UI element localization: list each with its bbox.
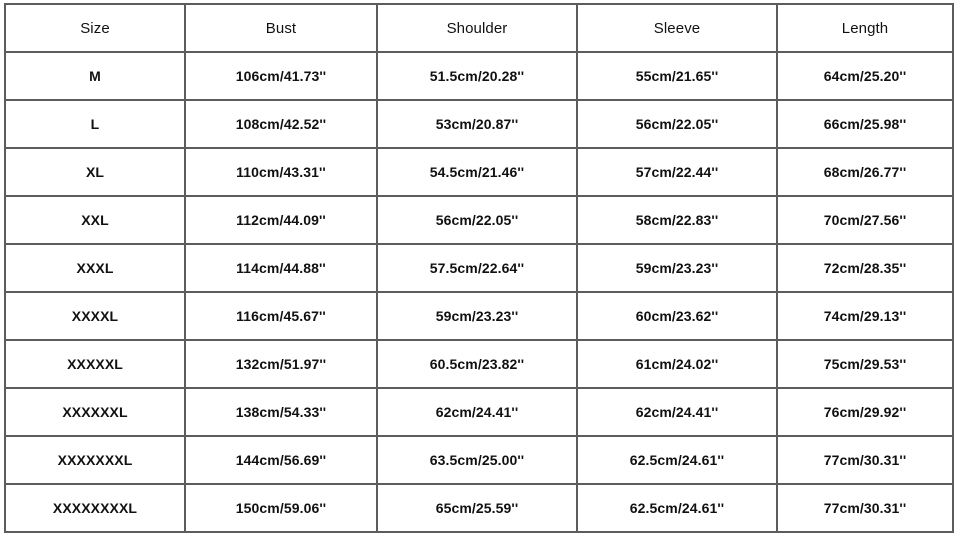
bust-cell: 138cm/54.33''	[185, 388, 377, 436]
size-cell: L	[5, 100, 185, 148]
shoulder-cell: 53cm/20.87''	[377, 100, 577, 148]
size-cell: XXXXXXXL	[5, 436, 185, 484]
size-cell: XXXL	[5, 244, 185, 292]
bust-cell: 112cm/44.09''	[185, 196, 377, 244]
shoulder-cell: 62cm/24.41''	[377, 388, 577, 436]
length-cell: 68cm/26.77''	[777, 148, 953, 196]
sleeve-cell: 61cm/24.02''	[577, 340, 777, 388]
sleeve-cell: 57cm/22.44''	[577, 148, 777, 196]
bust-cell: 114cm/44.88''	[185, 244, 377, 292]
shoulder-cell: 65cm/25.59''	[377, 484, 577, 532]
size-cell: XXL	[5, 196, 185, 244]
header-size: Size	[5, 4, 185, 52]
shoulder-cell: 51.5cm/20.28''	[377, 52, 577, 100]
bust-cell: 132cm/51.97''	[185, 340, 377, 388]
shoulder-cell: 60.5cm/23.82''	[377, 340, 577, 388]
bust-cell: 108cm/42.52''	[185, 100, 377, 148]
size-cell: XXXXXL	[5, 340, 185, 388]
size-cell: XL	[5, 148, 185, 196]
size-cell: M	[5, 52, 185, 100]
header-shoulder: Shoulder	[377, 4, 577, 52]
table-row	[5, 340, 953, 388]
length-cell: 76cm/29.92''	[777, 388, 953, 436]
length-cell: 70cm/27.56''	[777, 196, 953, 244]
shoulder-cell: 63.5cm/25.00''	[377, 436, 577, 484]
length-cell: 72cm/28.35''	[777, 244, 953, 292]
sleeve-cell: 55cm/21.65''	[577, 52, 777, 100]
shoulder-cell: 59cm/23.23''	[377, 292, 577, 340]
size-chart-table	[4, 3, 954, 533]
sleeve-cell: 62.5cm/24.61''	[577, 484, 777, 532]
table-row	[5, 388, 953, 436]
shoulder-cell: 56cm/22.05''	[377, 196, 577, 244]
sleeve-cell: 59cm/23.23''	[577, 244, 777, 292]
shoulder-cell: 57.5cm/22.64''	[377, 244, 577, 292]
header-length: Length	[777, 4, 953, 52]
table-row	[5, 244, 953, 292]
bust-cell: 116cm/45.67''	[185, 292, 377, 340]
bust-cell: 150cm/59.06''	[185, 484, 377, 532]
length-cell: 74cm/29.13''	[777, 292, 953, 340]
sleeve-cell: 58cm/22.83''	[577, 196, 777, 244]
bust-cell: 106cm/41.73''	[185, 52, 377, 100]
sleeve-cell: 56cm/22.05''	[577, 100, 777, 148]
length-cell: 66cm/25.98''	[777, 100, 953, 148]
sleeve-cell: 62.5cm/24.61''	[577, 436, 777, 484]
header-row	[5, 4, 953, 52]
table-row	[5, 148, 953, 196]
length-cell: 77cm/30.31''	[777, 436, 953, 484]
table-row	[5, 100, 953, 148]
sleeve-cell: 60cm/23.62''	[577, 292, 777, 340]
table-row	[5, 292, 953, 340]
table-row	[5, 484, 953, 532]
shoulder-cell: 54.5cm/21.46''	[377, 148, 577, 196]
size-cell: XXXXL	[5, 292, 185, 340]
sleeve-cell: 62cm/24.41''	[577, 388, 777, 436]
header-bust: Bust	[185, 4, 377, 52]
bust-cell: 110cm/43.31''	[185, 148, 377, 196]
length-cell: 64cm/25.20''	[777, 52, 953, 100]
table-row	[5, 52, 953, 100]
size-cell: XXXXXXXXL	[5, 484, 185, 532]
bust-cell: 144cm/56.69''	[185, 436, 377, 484]
length-cell: 77cm/30.31''	[777, 484, 953, 532]
length-cell: 75cm/29.53''	[777, 340, 953, 388]
header-sleeve: Sleeve	[577, 4, 777, 52]
size-cell: XXXXXXL	[5, 388, 185, 436]
table-row	[5, 436, 953, 484]
table-row	[5, 196, 953, 244]
